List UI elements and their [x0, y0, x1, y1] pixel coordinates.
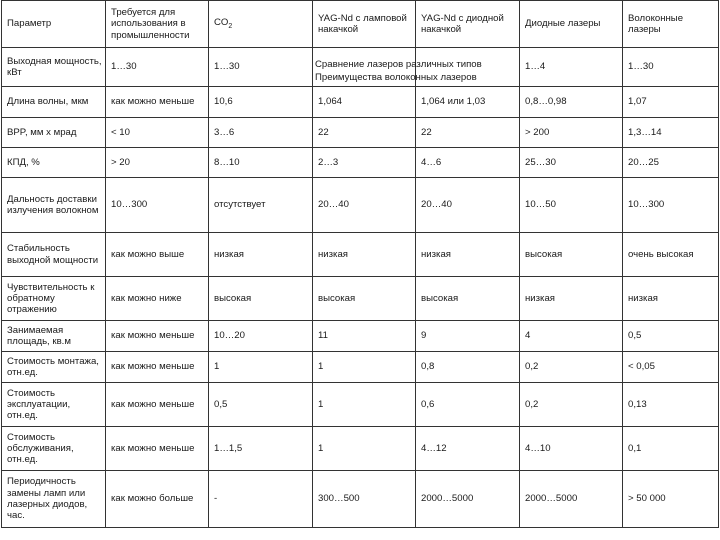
header-param: Параметр — [2, 1, 106, 48]
table-row — [2, 118, 719, 148]
row-co2-cell: 3…6 — [209, 118, 313, 148]
row-diode-cell: 10…50 — [520, 178, 623, 233]
row-required-cell: как можно меньше — [106, 321, 209, 352]
row-param-cell: Длина волны, мкм — [2, 87, 106, 118]
table-row — [2, 87, 719, 118]
row-fiber-cell: 1,3…14 — [623, 118, 719, 148]
row-diode-cell: 0,8…0,98 — [520, 87, 623, 118]
header-diode: Диодные лазеры — [520, 1, 623, 48]
row-fiber-cell: > 50 000 — [623, 471, 719, 528]
row-co2-cell: - — [209, 471, 313, 528]
row-yag-diode-cell: 4…6 — [416, 148, 520, 178]
row-diode-cell: 2000…5000 — [520, 471, 623, 528]
row-required-cell: как можно меньше — [106, 352, 209, 383]
table-row — [2, 233, 719, 277]
row-yag-diode-cell: 2000…5000 — [416, 471, 520, 528]
table-row — [2, 427, 719, 471]
row-required-cell: как можно меньше — [106, 87, 209, 118]
row-co2-cell: 1 — [209, 352, 313, 383]
table-header-row — [2, 1, 719, 48]
overlay-title-line: Сравнение лазеров различных типов — [315, 59, 482, 70]
row-yag-diode-cell: 1,064 или 1,03 — [416, 87, 520, 118]
row-required-cell: как можно меньше — [106, 383, 209, 427]
row-param-cell: Стабильность выходной мощности — [2, 233, 106, 277]
row-yag-diode-cell: 0,6 — [416, 383, 520, 427]
row-yag-diode-cell: 4…12 — [416, 427, 520, 471]
header-co2-text: CO — [214, 16, 229, 28]
row-co2-cell: 8…10 — [209, 148, 313, 178]
row-diode-cell: 4 — [520, 321, 623, 352]
row-yag-lamp-cell: высокая — [313, 277, 416, 321]
row-fiber-cell: 0,1 — [623, 427, 719, 471]
row-diode-cell: 0,2 — [520, 383, 623, 427]
row-yag-diode-cell: 0,8 — [416, 352, 520, 383]
row-yag-lamp-cell: 300…500 — [313, 471, 416, 528]
row-yag-lamp-cell: 2…3 — [313, 148, 416, 178]
row-yag-diode-cell: 20…40 — [416, 178, 520, 233]
header-yag-lamp: YAG-Nd с ламповой накачкой — [313, 1, 416, 48]
row-yag-diode-cell — [416, 48, 520, 87]
row-yag-diode-cell: 9 — [416, 321, 520, 352]
row-yag-lamp-cell: низкая — [313, 233, 416, 277]
row-fiber-cell: 10…300 — [623, 178, 719, 233]
row-required-cell: 1…30 — [106, 48, 209, 87]
row-diode-cell: 25…30 — [520, 148, 623, 178]
row-required-cell: как можно ниже — [106, 277, 209, 321]
row-required-cell: как можно меньше — [106, 427, 209, 471]
row-diode-cell: 4…10 — [520, 427, 623, 471]
row-fiber-cell: низкая — [623, 277, 719, 321]
header-co2-subscript: 2 — [228, 22, 233, 30]
row-param-cell: Стоимость монтажа, отн.ед. — [2, 352, 106, 383]
row-fiber-cell: < 0,05 — [623, 352, 719, 383]
row-param-cell: Занимаемая площадь, кв.м — [2, 321, 106, 352]
row-yag-lamp-cell: 1 — [313, 383, 416, 427]
row-yag-lamp-cell: 1 — [313, 352, 416, 383]
row-required-cell: 10…300 — [106, 178, 209, 233]
row-param-cell: BPP, мм х мрад — [2, 118, 106, 148]
row-co2-cell: 1…30 — [209, 48, 313, 87]
row-param-cell: Стоимость обслуживания, отн.ед. — [2, 427, 106, 471]
row-yag-diode-cell: низкая — [416, 233, 520, 277]
laser-comparison-table — [1, 0, 719, 528]
row-param-cell: Дальность доставки излучения волокном — [2, 178, 106, 233]
row-yag-diode-cell: 22 — [416, 118, 520, 148]
row-diode-cell: высокая — [520, 233, 623, 277]
row-co2-cell: отсутствует — [209, 178, 313, 233]
row-co2-cell: низкая — [209, 233, 313, 277]
table-row — [2, 148, 719, 178]
row-yag-lamp-cell — [313, 48, 416, 87]
row-co2-cell: 10,6 — [209, 87, 313, 118]
row-yag-lamp-cell: 1,064 — [313, 87, 416, 118]
row-param-cell: Выходная мощность, кВт — [2, 48, 106, 87]
table-row — [2, 352, 719, 383]
table-row — [2, 321, 719, 352]
row-diode-cell: 0,2 — [520, 352, 623, 383]
table-row — [2, 471, 719, 528]
row-co2-cell: 10…20 — [209, 321, 313, 352]
header-yag-diode: YAG-Nd с диодной накачкой — [416, 1, 520, 48]
row-yag-lamp-cell: 11 — [313, 321, 416, 352]
table-row — [2, 383, 719, 427]
row-param-cell: Стоимость эксплуатации, отн.ед. — [2, 383, 106, 427]
row-fiber-cell: 1,07 — [623, 87, 719, 118]
header-co2 — [209, 1, 313, 48]
row-param-cell: КПД, % — [2, 148, 106, 178]
row-yag-lamp-cell: 22 — [313, 118, 416, 148]
row-yag-diode-cell: высокая — [416, 277, 520, 321]
row-co2-cell: 1…1,5 — [209, 427, 313, 471]
row-required-cell: как можно выше — [106, 233, 209, 277]
row-diode-cell: низкая — [520, 277, 623, 321]
table-row — [2, 48, 719, 87]
row-diode-cell: 1…4 — [520, 48, 623, 87]
row-co2-cell: 0,5 — [209, 383, 313, 427]
row-required-cell: > 20 — [106, 148, 209, 178]
row-co2-cell: высокая — [209, 277, 313, 321]
row-param-cell: Чувствительность к обратному отражению — [2, 277, 106, 321]
table-row — [2, 178, 719, 233]
table-row — [2, 277, 719, 321]
row-fiber-cell: очень высокая — [623, 233, 719, 277]
row-param-cell: Периодичность замены ламп или лазерных диодов, час. — [2, 471, 106, 528]
row-required-cell: как можно больше — [106, 471, 209, 528]
row-fiber-cell: 1…30 — [623, 48, 719, 87]
header-fiber: Волоконные лазеры — [623, 1, 719, 48]
row-fiber-cell: 0,5 — [623, 321, 719, 352]
row-diode-cell: > 200 — [520, 118, 623, 148]
row-fiber-cell: 0,13 — [623, 383, 719, 427]
row-yag-lamp-cell: 1 — [313, 427, 416, 471]
header-required: Требуется для использования в промышленности — [106, 1, 209, 48]
overlay-subtitle-line: Преимущества волоконных лазеров — [315, 72, 477, 83]
row-required-cell: < 10 — [106, 118, 209, 148]
row-fiber-cell: 20…25 — [623, 148, 719, 178]
row-yag-lamp-cell: 20…40 — [313, 178, 416, 233]
